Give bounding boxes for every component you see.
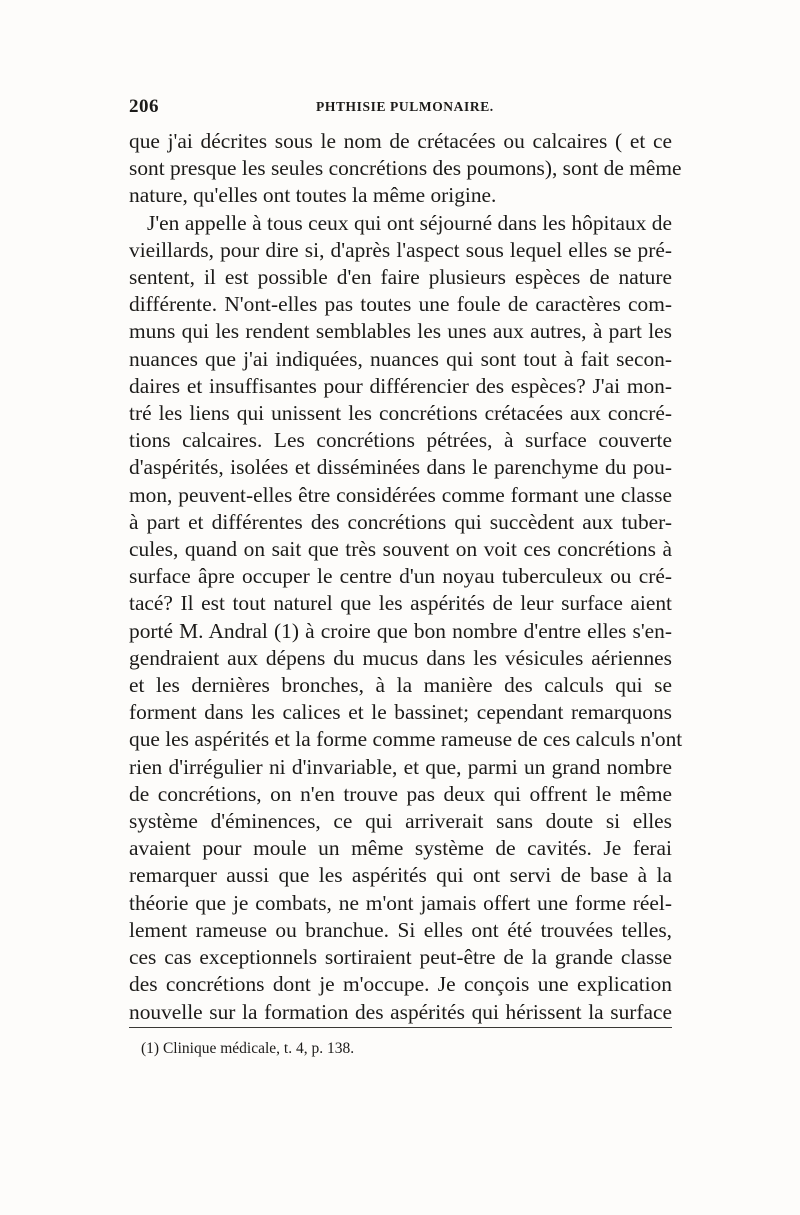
footnote: (1) Clinique médicale, t. 4, p. 138. bbox=[141, 1040, 355, 1057]
text-line: rien d'irrégulier ni d'invariable, et que, parmi un grand nombre bbox=[129, 754, 672, 779]
footnote-separator bbox=[129, 1027, 672, 1028]
text-line: nouvelle sur la formation des aspérités qui hérissent la surface bbox=[129, 999, 672, 1024]
body-text bbox=[129, 128, 683, 1026]
text-line: différente. N'ont-elles pas toutes une foule de caractères com- bbox=[129, 292, 672, 317]
page-number: 206 bbox=[129, 96, 159, 117]
text-line: et les dernières bronches, à la manière des calculs qui se bbox=[129, 673, 672, 698]
text-line: théorie que je combats, ne m'ont jamais offert une forme réel- bbox=[129, 890, 672, 915]
text-line: cules, quand on sait que très souvent on voit ces concrétions à bbox=[129, 537, 672, 562]
text-line: tré les liens qui unissent les concrétions crétacées aux concré- bbox=[129, 401, 672, 426]
text-line: tions calcaires. Les concrétions pétrées, à surface couverte bbox=[129, 428, 672, 453]
text-line: système d'éminences, ce qui arriverait sans doute si elles bbox=[129, 809, 672, 834]
text-line: que les aspérités et la forme comme rameuse de ces calculs n'ont bbox=[129, 727, 683, 752]
page-header bbox=[129, 96, 672, 122]
text-line: sont presque les seules concrétions des poumons), sont de même bbox=[129, 156, 682, 181]
text-line: mon, peuvent-elles être considérées comme formant une classe bbox=[129, 482, 672, 507]
text-line: d'aspérités, isolées et disséminées dans le parenchyme du pou- bbox=[129, 455, 672, 480]
text-line: que j'ai décrites sous le nom de crétacées ou calcaires ( et ce bbox=[129, 129, 672, 153]
running-title: PHTHISIE PULMONAIRE. bbox=[316, 99, 494, 114]
text-line: nature, qu'elles ont toutes la même origine. bbox=[129, 183, 497, 208]
text-line: muns qui les rendent semblables les unes aux autres, à part les bbox=[129, 319, 672, 344]
text-line: des concrétions dont je m'occupe. Je conçois une explication bbox=[129, 972, 672, 997]
text-line: avaient pour moule un même système de cavités. Je ferai bbox=[129, 836, 672, 861]
text-line: forment dans les calices et le bassinet; cependant remarquons bbox=[129, 700, 672, 725]
text-line: daires et insuffisantes pour différencier des espèces? J'ai mon- bbox=[129, 373, 672, 398]
text-line: gendraient aux dépens du mucus dans les vésicules aériennes bbox=[129, 645, 672, 670]
text-line: lement rameuse ou branchue. Si elles ont été trouvées telles, bbox=[129, 917, 672, 942]
text-line: ces cas exceptionnels sortiraient peut-être de la grande classe bbox=[129, 945, 672, 970]
text-line: vieillards, pour dire si, d'après l'aspect sous lequel elles se pré- bbox=[129, 237, 672, 262]
text-line: sentent, il est possible d'en faire plusieurs espèces de nature bbox=[129, 265, 672, 290]
text-line: J'en appelle à tous ceux qui ont séjourné dans les hôpitaux de bbox=[147, 210, 672, 235]
text-line: remarquer aussi que les aspérités qui ont servi de base à la bbox=[129, 863, 672, 888]
text-line: porté M. Andral (1) à croire que bon nombre d'entre elles s'en- bbox=[129, 618, 672, 643]
text-line: à part et différentes des concrétions qui succèdent aux tuber- bbox=[129, 509, 672, 534]
text-line: surface âpre occuper le centre d'un noyau tuberculeux ou cré- bbox=[129, 564, 672, 589]
text-line: de concrétions, on n'en trouve pas deux qui offrent le même bbox=[129, 781, 672, 806]
text-line: nuances que j'ai indiquées, nuances qui sont tout à fait secon- bbox=[129, 346, 672, 371]
text-line: tacé? Il est tout naturel que les aspérités de leur surface aient bbox=[129, 591, 672, 616]
